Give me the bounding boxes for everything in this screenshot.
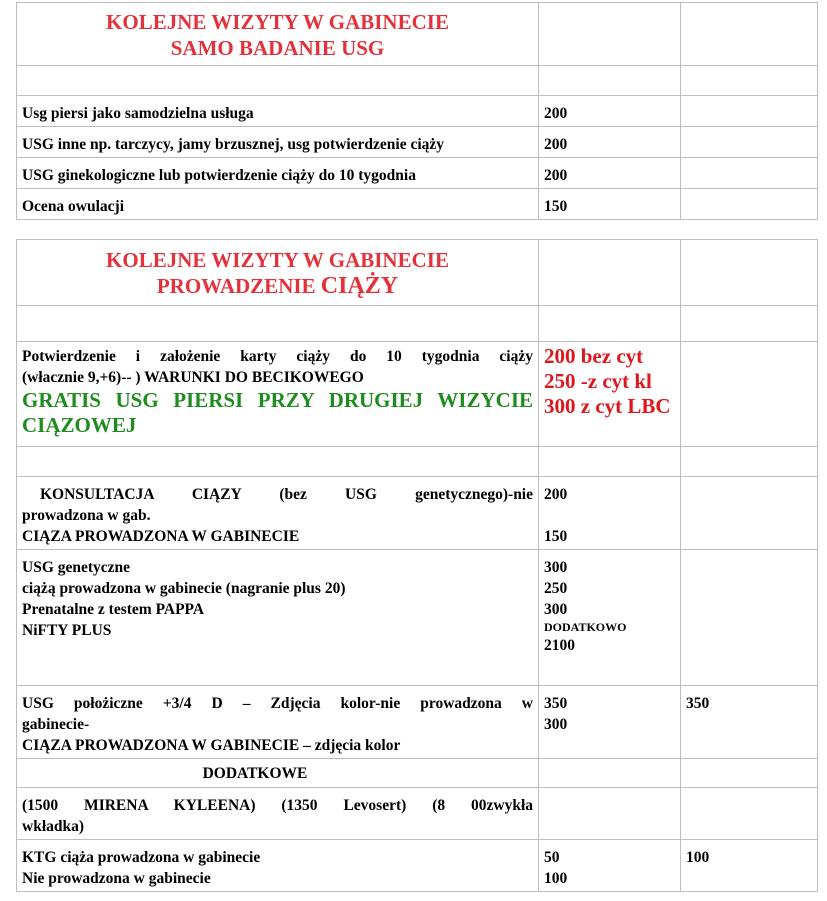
table-row <box>17 788 818 840</box>
table-row <box>17 550 818 686</box>
consultation-cell: KONSULTACJA CIĄZY (bez USG genetycznego)-nie prowadzona w gab. CIĄZA PROWADZONA W GABINECIE <box>17 477 539 550</box>
confirmation-cell: Potwierdzenie i założenie karty ciąży do 10 tygodnia ciąży (włacznie 9,+6)-- ) WARUNKI DO BECIKOWEGO GRATIS USG PIERSI PRZY DRUGIEJ WIZYCIE CIĄZOWEJ <box>17 342 539 447</box>
ktg-price-col3: 100 <box>681 840 818 892</box>
table-row <box>17 477 818 550</box>
table-row <box>17 127 818 158</box>
header-line-2: PROWADZENIE CIĄŻY <box>156 273 399 299</box>
additional-header: DODATKOWE <box>17 759 539 788</box>
table-row <box>17 158 818 189</box>
price-table-usg <box>16 2 818 220</box>
genetic-prices: 300 250 300 DODATKOWO 2100 <box>539 550 681 686</box>
table-row <box>17 189 818 220</box>
service-price: 200 <box>539 127 681 158</box>
header-line-1: KOLEJNE WIZYTY W GABINECIE <box>106 10 449 34</box>
section-header-usg <box>17 3 539 66</box>
service-price: 150 <box>539 189 681 220</box>
table-row <box>17 342 818 447</box>
ktg-cell: KTG ciąża prowadzona w gabinecie Nie prowadzona w gabinecie <box>17 840 539 892</box>
section-header-pregnancy <box>17 240 539 306</box>
obstetric-price-col3: 350 <box>681 686 818 759</box>
header-line-1: KOLEJNE WIZYTY W GABINECIE <box>106 248 449 272</box>
service-label: Usg piersi jako samodzielna usługa <box>17 96 539 127</box>
table-row <box>17 840 818 892</box>
table-row <box>17 96 818 127</box>
service-label: USG inne np. tarczycy, jamy brzusznej, usg potwierdzenie ciąży <box>17 127 539 158</box>
genetic-cell: USG genetyczne ciążą prowadzona w gabinecie (nagranie plus 20) Prenatalne z testem PAPPA NiFTY PLUS <box>17 550 539 686</box>
obstetric-prices: 350 300 <box>539 686 681 759</box>
consultation-prices: 200 150 <box>539 477 681 550</box>
promo-text: CIĄZOWEJ <box>22 413 137 437</box>
header-line-2: SAMO BADANIE USG <box>170 36 385 60</box>
service-price: 200 <box>539 158 681 189</box>
service-label: USG ginekologiczne lub potwierdzenie ciąży do 10 tygodnia <box>17 158 539 189</box>
mirena-cell: (1500 MIRENA KYLEENA) (1350 Levosert) (8 00zwykła wkładka) <box>17 788 539 840</box>
promo-text: GRATIS USG PIERSI PRZY DRUGIEJ WIZYCIE <box>22 388 533 412</box>
table-row <box>17 686 818 759</box>
obstetric-cell: USG położiczne +3/4 D – Zdjęcia kolor-nie prowadzona w gabinecie- CIĄZA PROWADZONA W GABINECIE – zdjęcia kolor <box>17 686 539 759</box>
confirmation-prices: 200 bez cyt 250 -z cyt kl 300 z cyt LBC <box>539 342 681 447</box>
service-price: 200 <box>539 96 681 127</box>
ktg-prices: 50 100 <box>539 840 681 892</box>
service-label: Ocena owulacji <box>17 189 539 220</box>
price-table-pregnancy <box>16 239 818 892</box>
